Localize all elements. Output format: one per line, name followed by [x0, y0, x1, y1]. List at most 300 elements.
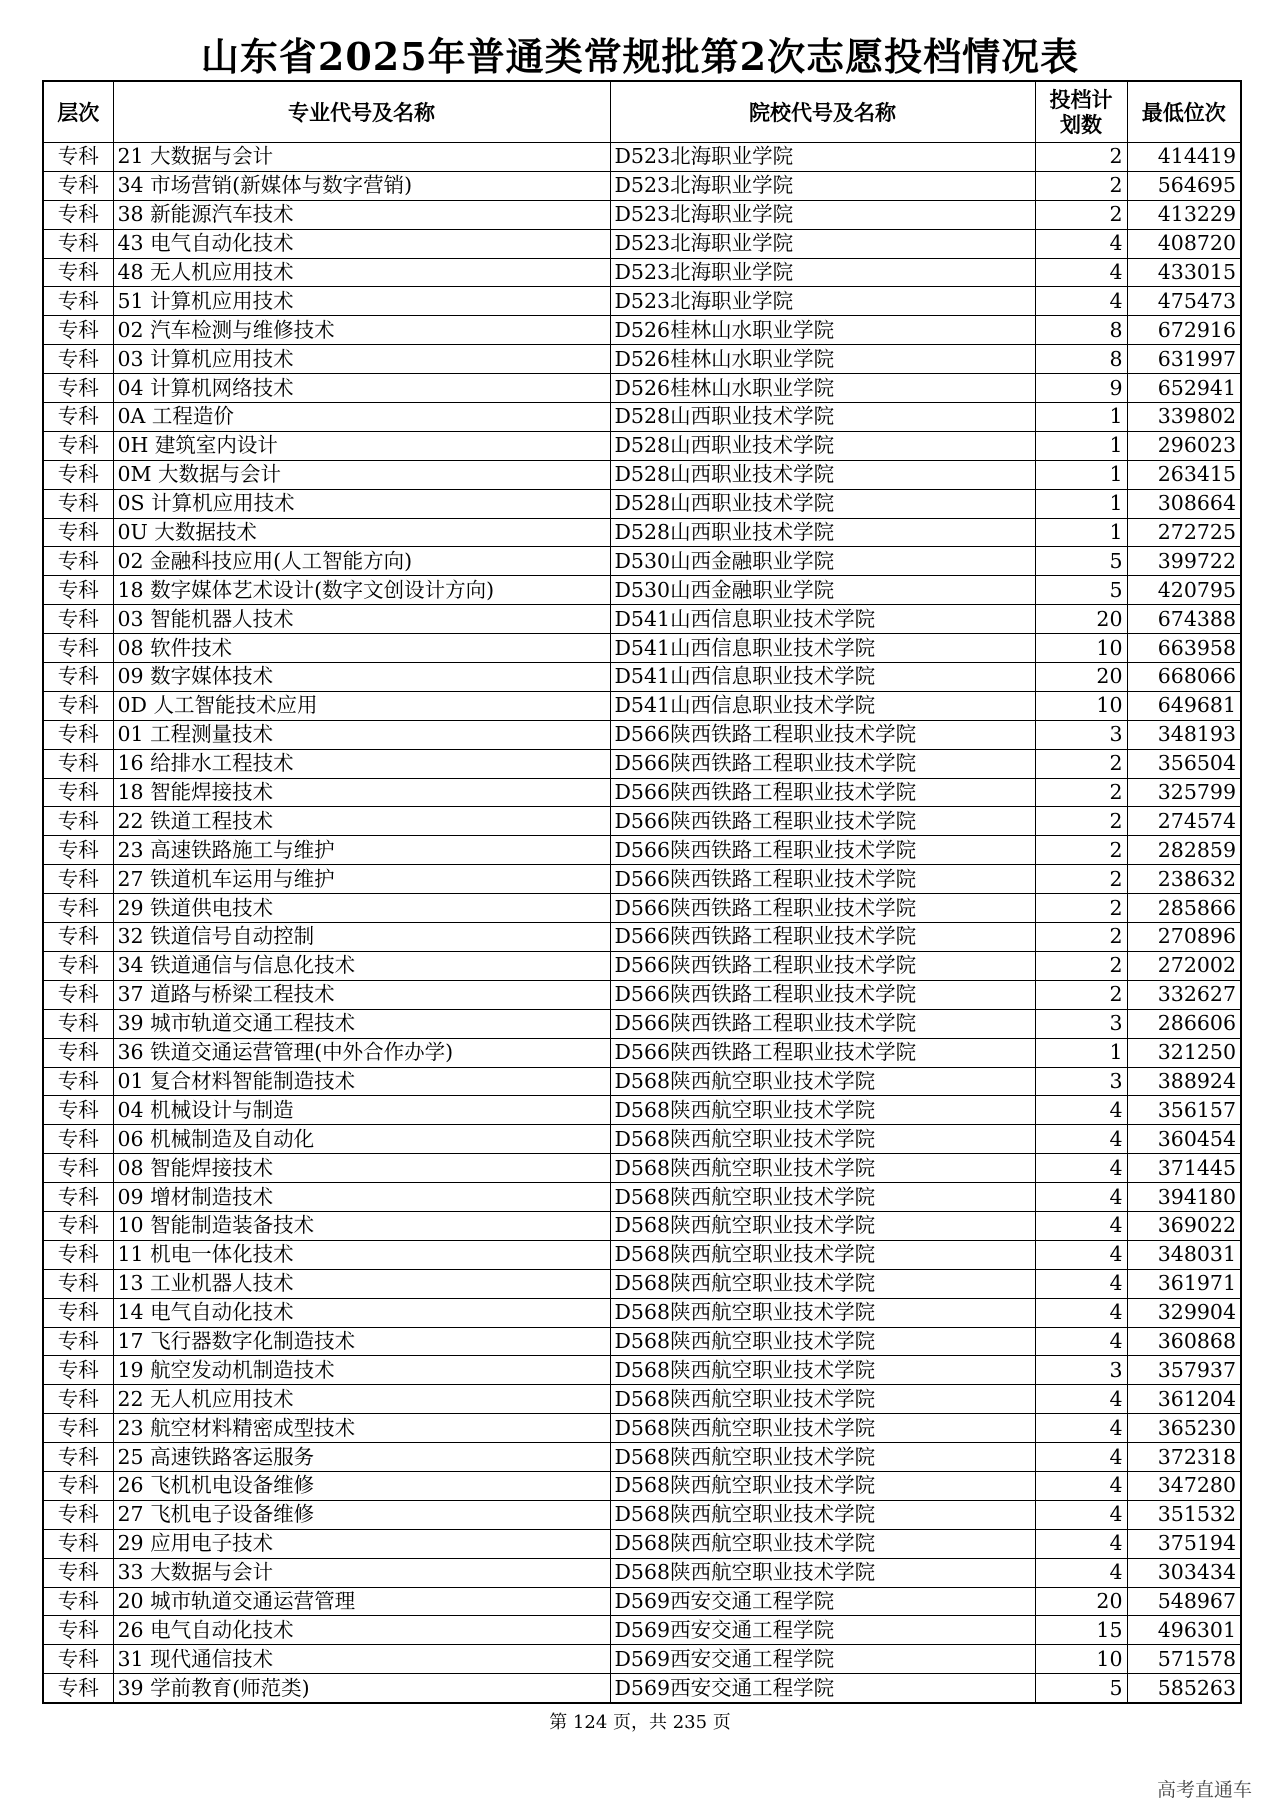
cell-level: 专科	[43, 374, 113, 403]
cell-rank: 321250	[1127, 1038, 1241, 1067]
cell-school: D566陕西铁路工程职业技术学院	[610, 894, 1035, 923]
cell-level: 专科	[43, 605, 113, 634]
cell-level: 专科	[43, 894, 113, 923]
cell-rank: 351532	[1127, 1500, 1241, 1529]
cell-major: 23 高速铁路施工与维护	[113, 836, 610, 865]
cell-school: D566陕西铁路工程职业技术学院	[610, 749, 1035, 778]
cell-plan: 5	[1035, 576, 1127, 605]
cell-plan: 10	[1035, 634, 1127, 663]
table-row	[43, 1558, 1241, 1587]
cell-level: 专科	[43, 1298, 113, 1327]
cell-level: 专科	[43, 316, 113, 345]
cell-level: 专科	[43, 460, 113, 489]
cell-level: 专科	[43, 807, 113, 836]
cell-school: D566陕西铁路工程职业技术学院	[610, 778, 1035, 807]
cell-school: D568陕西航空职业技术学院	[610, 1471, 1035, 1500]
cell-rank: 631997	[1127, 345, 1241, 374]
cell-rank: 286606	[1127, 1009, 1241, 1038]
cell-school: D568陕西航空职业技术学院	[610, 1096, 1035, 1125]
cell-level: 专科	[43, 200, 113, 229]
cell-level: 专科	[43, 1154, 113, 1183]
cell-plan: 3	[1035, 1067, 1127, 1096]
cell-rank: 329904	[1127, 1298, 1241, 1327]
cell-rank: 548967	[1127, 1587, 1241, 1616]
table-row	[43, 1211, 1241, 1240]
cell-plan: 4	[1035, 258, 1127, 287]
table-row	[43, 345, 1241, 374]
cell-rank: 413229	[1127, 200, 1241, 229]
cell-school: D530山西金融职业学院	[610, 576, 1035, 605]
cell-rank: 408720	[1127, 229, 1241, 258]
cell-major: 01 工程测量技术	[113, 720, 610, 749]
cell-level: 专科	[43, 1211, 113, 1240]
cell-school: D541山西信息职业技术学院	[610, 605, 1035, 634]
cell-major: 27 铁道机车运用与维护	[113, 865, 610, 894]
cell-level: 专科	[43, 403, 113, 432]
cell-plan: 4	[1035, 1414, 1127, 1443]
cell-level: 专科	[43, 576, 113, 605]
cell-school: D530山西金融职业学院	[610, 547, 1035, 576]
cell-plan: 8	[1035, 345, 1127, 374]
cell-major: 37 道路与桥梁工程技术	[113, 980, 610, 1009]
cell-school: D569西安交通工程学院	[610, 1674, 1035, 1703]
cell-level: 专科	[43, 634, 113, 663]
cell-rank: 668066	[1127, 663, 1241, 692]
cell-major: 0U 大数据技术	[113, 518, 610, 547]
table-row	[43, 836, 1241, 865]
cell-school: D526桂林山水职业学院	[610, 374, 1035, 403]
cell-school: D568陕西航空职业技术学院	[610, 1154, 1035, 1183]
cell-major: 02 汽车检测与维修技术	[113, 316, 610, 345]
cell-plan: 4	[1035, 1558, 1127, 1587]
table-row	[43, 460, 1241, 489]
cell-major: 0D 人工智能技术应用	[113, 691, 610, 720]
cell-plan: 1	[1035, 403, 1127, 432]
cell-rank: 356157	[1127, 1096, 1241, 1125]
cell-school: D541山西信息职业技术学院	[610, 663, 1035, 692]
cell-rank: 672916	[1127, 316, 1241, 345]
cell-major: 0M 大数据与会计	[113, 460, 610, 489]
cell-plan: 1	[1035, 460, 1127, 489]
cell-plan: 3	[1035, 720, 1127, 749]
cell-plan: 2	[1035, 951, 1127, 980]
cell-plan: 20	[1035, 663, 1127, 692]
table-row	[43, 951, 1241, 980]
cell-rank: 274574	[1127, 807, 1241, 836]
cell-rank: 652941	[1127, 374, 1241, 403]
cell-plan: 20	[1035, 605, 1127, 634]
cell-school: D566陕西铁路工程职业技术学院	[610, 951, 1035, 980]
cell-rank: 399722	[1127, 547, 1241, 576]
cell-major: 23 航空材料精密成型技术	[113, 1414, 610, 1443]
watermark: 高考直通车	[1156, 1779, 1252, 1801]
cell-rank: 348031	[1127, 1240, 1241, 1269]
cell-level: 专科	[43, 865, 113, 894]
cell-major: 0A 工程造价	[113, 403, 610, 432]
cell-school: D566陕西铁路工程职业技术学院	[610, 923, 1035, 952]
cell-school: D526桂林山水职业学院	[610, 345, 1035, 374]
cell-rank: 663958	[1127, 634, 1241, 663]
table-row	[43, 431, 1241, 460]
cell-level: 专科	[43, 749, 113, 778]
cell-rank: 375194	[1127, 1529, 1241, 1558]
cell-rank: 394180	[1127, 1183, 1241, 1212]
cell-plan: 4	[1035, 1298, 1127, 1327]
table-row	[43, 518, 1241, 547]
cell-major: 33 大数据与会计	[113, 1558, 610, 1587]
table-row	[43, 143, 1241, 172]
cell-rank: 414419	[1127, 143, 1241, 172]
cell-rank: 496301	[1127, 1616, 1241, 1645]
table-row	[43, 1125, 1241, 1154]
cell-school: D526桂林山水职业学院	[610, 316, 1035, 345]
cell-plan: 2	[1035, 171, 1127, 200]
cell-school: D566陕西铁路工程职业技术学院	[610, 807, 1035, 836]
cell-plan: 1	[1035, 518, 1127, 547]
cell-school: D523北海职业学院	[610, 258, 1035, 287]
table-row	[43, 171, 1241, 200]
cell-plan: 4	[1035, 1471, 1127, 1500]
cell-major: 25 高速铁路客运服务	[113, 1443, 610, 1472]
cell-rank: 270896	[1127, 923, 1241, 952]
cell-major: 13 工业机器人技术	[113, 1269, 610, 1298]
cell-level: 专科	[43, 1558, 113, 1587]
cell-level: 专科	[43, 1009, 113, 1038]
cell-school: D568陕西航空职业技术学院	[610, 1385, 1035, 1414]
cell-school: D568陕西航空职业技术学院	[610, 1327, 1035, 1356]
cell-major: 10 智能制造装备技术	[113, 1211, 610, 1240]
cell-major: 02 金融科技应用(人工智能方向)	[113, 547, 610, 576]
cell-rank: 475473	[1127, 287, 1241, 316]
cell-level: 专科	[43, 1674, 113, 1703]
cell-plan: 4	[1035, 1211, 1127, 1240]
table-row	[43, 807, 1241, 836]
cell-school: D568陕西航空职业技术学院	[610, 1125, 1035, 1154]
table-row	[43, 1269, 1241, 1298]
cell-level: 专科	[43, 691, 113, 720]
cell-school: D541山西信息职业技术学院	[610, 634, 1035, 663]
cell-plan: 4	[1035, 1183, 1127, 1212]
cell-rank: 360868	[1127, 1327, 1241, 1356]
table-row	[43, 229, 1241, 258]
cell-school: D566陕西铁路工程职业技术学院	[610, 980, 1035, 1009]
cell-school: D568陕西航空职业技术学院	[610, 1356, 1035, 1385]
cell-major: 29 铁道供电技术	[113, 894, 610, 923]
cell-level: 专科	[43, 345, 113, 374]
cell-school: D568陕西航空职业技术学院	[610, 1240, 1035, 1269]
table-row	[43, 634, 1241, 663]
page-footer: 第 124 页，共 235 页	[549, 1712, 731, 1733]
table-row	[43, 1183, 1241, 1212]
cell-major: 34 铁道通信与信息化技术	[113, 951, 610, 980]
cell-major: 22 铁道工程技术	[113, 807, 610, 836]
table-row	[43, 1240, 1241, 1269]
cell-school: D568陕西航空职业技术学院	[610, 1067, 1035, 1096]
cell-school: D528山西职业技术学院	[610, 431, 1035, 460]
cell-school: D568陕西航空职业技术学院	[610, 1443, 1035, 1472]
table-row	[43, 980, 1241, 1009]
cell-plan: 4	[1035, 1125, 1127, 1154]
cell-rank: 263415	[1127, 460, 1241, 489]
cell-major: 51 计算机应用技术	[113, 287, 610, 316]
cell-major: 43 电气自动化技术	[113, 229, 610, 258]
cell-level: 专科	[43, 518, 113, 547]
cell-major: 36 铁道交通运营管理(中外合作办学)	[113, 1038, 610, 1067]
cell-major: 26 飞机机电设备维修	[113, 1471, 610, 1500]
cell-rank: 296023	[1127, 431, 1241, 460]
cell-plan: 4	[1035, 1154, 1127, 1183]
header-level: 层次	[43, 81, 113, 143]
cell-rank: 360454	[1127, 1125, 1241, 1154]
cell-plan: 2	[1035, 807, 1127, 836]
table-row	[43, 1038, 1241, 1067]
table-row	[43, 403, 1241, 432]
cell-plan: 2	[1035, 143, 1127, 172]
cell-level: 专科	[43, 171, 113, 200]
cell-major: 22 无人机应用技术	[113, 1385, 610, 1414]
cell-rank: 357937	[1127, 1356, 1241, 1385]
cell-level: 专科	[43, 1183, 113, 1212]
cell-school: D523北海职业学院	[610, 229, 1035, 258]
cell-level: 专科	[43, 258, 113, 287]
cell-major: 39 学前教育(师范类)	[113, 1674, 610, 1703]
cell-level: 专科	[43, 1240, 113, 1269]
cell-rank: 332627	[1127, 980, 1241, 1009]
cell-rank: 347280	[1127, 1471, 1241, 1500]
table-row	[43, 1009, 1241, 1038]
table-row	[43, 1645, 1241, 1674]
cell-rank: 356504	[1127, 749, 1241, 778]
table-row	[43, 749, 1241, 778]
cell-school: D568陕西航空职业技术学院	[610, 1183, 1035, 1212]
header-rank: 最低位次	[1127, 81, 1241, 143]
cell-rank: 282859	[1127, 836, 1241, 865]
cell-plan: 9	[1035, 374, 1127, 403]
cell-plan: 2	[1035, 778, 1127, 807]
cell-level: 专科	[43, 1385, 113, 1414]
cell-major: 21 大数据与会计	[113, 143, 610, 172]
table-row	[43, 1471, 1241, 1500]
cell-school: D568陕西航空职业技术学院	[610, 1298, 1035, 1327]
cell-rank: 674388	[1127, 605, 1241, 634]
cell-major: 31 现代通信技术	[113, 1645, 610, 1674]
cell-rank: 433015	[1127, 258, 1241, 287]
table-row	[43, 720, 1241, 749]
table-row	[43, 1327, 1241, 1356]
cell-school: D528山西职业技术学院	[610, 489, 1035, 518]
table-row	[43, 1414, 1241, 1443]
cell-major: 09 增材制造技术	[113, 1183, 610, 1212]
table-row	[43, 1500, 1241, 1529]
cell-school: D528山西职业技术学院	[610, 460, 1035, 489]
cell-rank: 372318	[1127, 1443, 1241, 1472]
cell-plan: 4	[1035, 1269, 1127, 1298]
cell-plan: 4	[1035, 1385, 1127, 1414]
table-row	[43, 605, 1241, 634]
cell-plan: 10	[1035, 1645, 1127, 1674]
table-row	[43, 865, 1241, 894]
cell-rank: 339802	[1127, 403, 1241, 432]
cell-rank: 303434	[1127, 1558, 1241, 1587]
cell-plan: 4	[1035, 229, 1127, 258]
cell-major: 0S 计算机应用技术	[113, 489, 610, 518]
table-row	[43, 894, 1241, 923]
cell-rank: 649681	[1127, 691, 1241, 720]
cell-rank: 369022	[1127, 1211, 1241, 1240]
cell-level: 专科	[43, 489, 113, 518]
header-school: 院校代号及名称	[610, 81, 1035, 143]
cell-plan: 4	[1035, 1443, 1127, 1472]
cell-major: 38 新能源汽车技术	[113, 200, 610, 229]
cell-level: 专科	[43, 1125, 113, 1154]
cell-school: D523北海职业学院	[610, 143, 1035, 172]
table-row	[43, 1385, 1241, 1414]
cell-major: 18 智能焊接技术	[113, 778, 610, 807]
cell-school: D569西安交通工程学院	[610, 1645, 1035, 1674]
table-row	[43, 1616, 1241, 1645]
cell-major: 04 机械设计与制造	[113, 1096, 610, 1125]
table-row	[43, 691, 1241, 720]
cell-plan: 4	[1035, 287, 1127, 316]
cell-plan: 8	[1035, 316, 1127, 345]
cell-level: 专科	[43, 143, 113, 172]
cell-level: 专科	[43, 1269, 113, 1298]
cell-plan: 5	[1035, 1674, 1127, 1703]
cell-school: D568陕西航空职业技术学院	[610, 1558, 1035, 1587]
cell-plan: 10	[1035, 691, 1127, 720]
table-row	[43, 1154, 1241, 1183]
cell-rank: 272725	[1127, 518, 1241, 547]
table-row	[43, 258, 1241, 287]
cell-school: D568陕西航空职业技术学院	[610, 1211, 1035, 1240]
cell-level: 专科	[43, 836, 113, 865]
cell-school: D523北海职业学院	[610, 171, 1035, 200]
cell-school: D566陕西铁路工程职业技术学院	[610, 865, 1035, 894]
table-row	[43, 1674, 1241, 1703]
cell-level: 专科	[43, 1096, 113, 1125]
table-row	[43, 1096, 1241, 1125]
table-row	[43, 923, 1241, 952]
cell-major: 04 计算机网络技术	[113, 374, 610, 403]
cell-level: 专科	[43, 431, 113, 460]
cell-plan: 2	[1035, 749, 1127, 778]
cell-level: 专科	[43, 923, 113, 952]
cell-level: 专科	[43, 1587, 113, 1616]
table-row	[43, 547, 1241, 576]
cell-major: 27 飞机电子设备维修	[113, 1500, 610, 1529]
header-plan-label: 投档计划数	[1049, 87, 1113, 137]
cell-major: 03 智能机器人技术	[113, 605, 610, 634]
cell-rank: 272002	[1127, 951, 1241, 980]
cell-rank: 420795	[1127, 576, 1241, 605]
cell-plan: 2	[1035, 894, 1127, 923]
cell-school: D569西安交通工程学院	[610, 1616, 1035, 1645]
cell-level: 专科	[43, 1067, 113, 1096]
cell-plan: 2	[1035, 836, 1127, 865]
table-row	[43, 1298, 1241, 1327]
cell-plan: 3	[1035, 1356, 1127, 1385]
cell-level: 专科	[43, 720, 113, 749]
table-row	[43, 576, 1241, 605]
cell-school: D566陕西铁路工程职业技术学院	[610, 1009, 1035, 1038]
cell-major: 08 软件技术	[113, 634, 610, 663]
table-row	[43, 1587, 1241, 1616]
cell-major: 29 应用电子技术	[113, 1529, 610, 1558]
cell-plan: 2	[1035, 980, 1127, 1009]
table-row	[43, 663, 1241, 692]
cell-school: D569西安交通工程学院	[610, 1587, 1035, 1616]
header-major: 专业代号及名称	[113, 81, 610, 143]
table-row	[43, 200, 1241, 229]
cell-level: 专科	[43, 229, 113, 258]
cell-level: 专科	[43, 1038, 113, 1067]
cell-level: 专科	[43, 1616, 113, 1645]
cell-school: D568陕西航空职业技术学院	[610, 1269, 1035, 1298]
cell-plan: 4	[1035, 1240, 1127, 1269]
cell-rank: 388924	[1127, 1067, 1241, 1096]
cell-plan: 4	[1035, 1500, 1127, 1529]
cell-major: 11 机电一体化技术	[113, 1240, 610, 1269]
cell-level: 专科	[43, 1500, 113, 1529]
header-plan	[1035, 81, 1127, 143]
cell-plan: 2	[1035, 923, 1127, 952]
admission-table	[42, 80, 1242, 1704]
cell-school: D568陕西航空职业技术学院	[610, 1500, 1035, 1529]
cell-major: 16 给排水工程技术	[113, 749, 610, 778]
cell-major: 0H 建筑室内设计	[113, 431, 610, 460]
cell-level: 专科	[43, 1327, 113, 1356]
cell-major: 19 航空发动机制造技术	[113, 1356, 610, 1385]
cell-major: 01 复合材料智能制造技术	[113, 1067, 610, 1096]
cell-level: 专科	[43, 951, 113, 980]
cell-school: D566陕西铁路工程职业技术学院	[610, 720, 1035, 749]
cell-school: D541山西信息职业技术学院	[610, 691, 1035, 720]
cell-level: 专科	[43, 1645, 113, 1674]
cell-school: D523北海职业学院	[610, 287, 1035, 316]
table-row	[43, 374, 1241, 403]
cell-major: 03 计算机应用技术	[113, 345, 610, 374]
cell-plan: 5	[1035, 547, 1127, 576]
cell-level: 专科	[43, 1356, 113, 1385]
cell-rank: 361971	[1127, 1269, 1241, 1298]
cell-plan: 1	[1035, 489, 1127, 518]
cell-rank: 571578	[1127, 1645, 1241, 1674]
cell-school: D566陕西铁路工程职业技术学院	[610, 836, 1035, 865]
cell-major: 17 飞行器数字化制造技术	[113, 1327, 610, 1356]
cell-rank: 371445	[1127, 1154, 1241, 1183]
cell-level: 专科	[43, 663, 113, 692]
cell-plan: 1	[1035, 431, 1127, 460]
table-row	[43, 489, 1241, 518]
cell-rank: 365230	[1127, 1414, 1241, 1443]
cell-major: 14 电气自动化技术	[113, 1298, 610, 1327]
cell-level: 专科	[43, 1529, 113, 1558]
cell-rank: 285866	[1127, 894, 1241, 923]
cell-level: 专科	[43, 980, 113, 1009]
cell-plan: 20	[1035, 1587, 1127, 1616]
cell-level: 专科	[43, 1414, 113, 1443]
cell-level: 专科	[43, 1443, 113, 1472]
cell-rank: 325799	[1127, 778, 1241, 807]
cell-school: D568陕西航空职业技术学院	[610, 1414, 1035, 1443]
cell-rank: 308664	[1127, 489, 1241, 518]
cell-plan: 15	[1035, 1616, 1127, 1645]
cell-level: 专科	[43, 287, 113, 316]
cell-major: 08 智能焊接技术	[113, 1154, 610, 1183]
table-row	[43, 1356, 1241, 1385]
cell-rank: 238632	[1127, 865, 1241, 894]
cell-rank: 585263	[1127, 1674, 1241, 1703]
